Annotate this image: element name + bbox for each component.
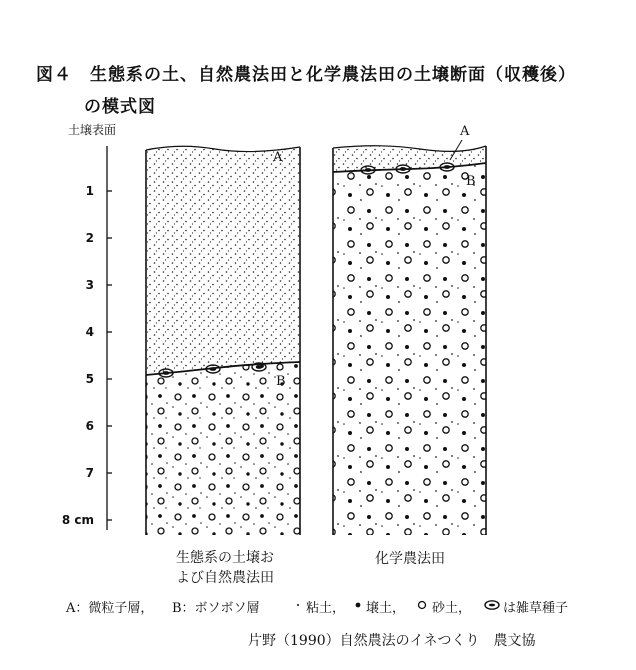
natural-farming-soil-column <box>146 146 300 535</box>
legend-weed-seeds: は雑草種子 <box>503 601 569 616</box>
weed-seed-symbol-icon <box>485 601 499 609</box>
depth-tick-label: 8 cm <box>61 513 94 527</box>
depth-axis <box>107 146 112 530</box>
caption-chemical-farming: 化学農法田 <box>375 551 445 567</box>
loam-symbol-icon <box>356 603 361 608</box>
depth-tick-label: 5 <box>85 372 94 386</box>
source-citation: 片野（1990）自然農法のイネつくり 農文協 <box>248 633 536 649</box>
caption-line: よび自然農法田 <box>176 570 274 586</box>
layer-a-label: A <box>273 150 283 165</box>
depth-tick-label: 6 <box>85 419 94 433</box>
layer-b-label: B <box>466 174 476 189</box>
legend-clay: 粘土， <box>306 601 346 616</box>
legend-layer-b: B：ボソボソ層 <box>172 601 260 616</box>
depth-tick-label: 4 <box>85 325 94 339</box>
chemical-farming-soil-column <box>333 140 486 535</box>
legend-layer-a: A：微粒子層， <box>66 601 154 616</box>
legend-loam: 壌土， <box>366 601 406 616</box>
caption-line: 生態系の土壌お <box>176 550 274 566</box>
figure-title-continued: の模式図 <box>84 97 156 117</box>
sand-symbol-icon <box>419 602 426 609</box>
depth-tick-label: 3 <box>85 278 94 292</box>
axis-title: 土壌表面 <box>68 123 117 137</box>
depth-tick-label: 1 <box>85 184 94 198</box>
caption-natural-farming <box>150 548 300 588</box>
clay-symbol-icon <box>297 604 299 606</box>
figure-title: 図４ 生態系の土、自然農法田と化学農法田の土壌断面（収穫後） <box>36 65 576 85</box>
layer-a-label: A <box>460 124 470 139</box>
depth-tick-label: 7 <box>85 466 94 480</box>
legend-sand: 砂土， <box>432 601 472 616</box>
depth-tick-label: 2 <box>85 231 94 245</box>
layer-b-label: B <box>276 374 286 389</box>
